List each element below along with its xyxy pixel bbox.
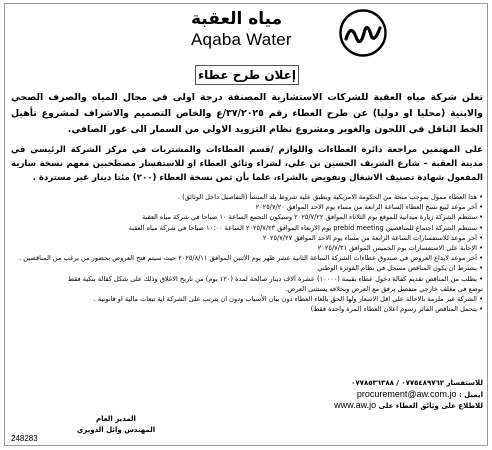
- list-item: توضع في مغلف خارجي منفصل يرفق مع العرض وبخلافه يستثنى العرض.: [285, 284, 483, 293]
- logo-text: [191, 9, 329, 51]
- signatory-role: المدير العام: [96, 415, 136, 423]
- details-paragraph: على المهتمين مراجعة دائرة العطاءات واللوازم /قسم العطاءات والمشتريات في مركز الشركة الرئيسي في مدينة العقبة – شارع الشريف الحسين بن علي، لشراء وثائق العطاء او للاستفسار مصطحبين معهم نسخة سارية المفعول شهادة تصنيف الاشغال وتفويض بالشراء، علما بأن ثمن نسخة العطاء (٢٠٠) مئتا دينار غير مستردة .: [11, 145, 483, 183]
- aw-wave-logo-icon: [339, 9, 387, 57]
- phone-numbers: ٠٧٧٥٤٨٩٧٦٢ / ٠٧٧٨٥٣٦٣٨٨: [351, 379, 445, 387]
- signature-block: [61, 414, 171, 436]
- list-item: • آخر موعد لبيع نسخ العطاء الساعة الرابعة من مساء يوم الاحد الموافق ٢٠٢٥/٧/٢٠: [255, 203, 483, 212]
- list-item: • الإجابة على الاستفسارات يوم الخميس الموافق ٢٠٢٥/٧/٣١: [317, 244, 483, 253]
- website-line: للاطلاع على وثائق العطاء على www.aw.jo: [334, 400, 483, 410]
- signatory-name: المهندس وائل الدويري: [76, 426, 156, 434]
- intro-paragraph: تعلن شركة مياه العقبة للشركات الاستشارية المصنفة درجة اولى في مجال المياه والصرف الصحي والابنية (محليا او دوليا) عن طرح العطاء رقم ٣٧/٢٠٢٥/ع والخاص التصميم والاشراف لمشروع تأهيل الخط الناقل في اللجون والغوير ومشروع نظام التزويد الاولي من السمار الى غور الصافي.: [11, 92, 483, 135]
- tender-advertisement: [4, 3, 488, 446]
- list-item: • يطلب من المناقص تقديم كفالة دخول عطاء بقيمة (١٠٠٠٠) عشرة آلاف دينار صالحة لمدة (١٢٠ يوم) من تاريخ الاغلاق وذلك على شكل كفالة بنكية فقط: [67, 274, 483, 283]
- list-item: • يشترط ان يكون المناقص مسجل في نظام الفوترة الوطني: [317, 264, 483, 273]
- ad-reference-number: 248283: [11, 434, 38, 443]
- list-item: • ستنظم الشركة زيارة ميدانية للموقع يوم الثلاثاء الموافق ٢٠٢٥/٧/٢٢ وسيكون التجمع الساعة ١٠ صباحا في شركة مياه العقبة: [141, 213, 483, 222]
- list-item: • الشركة غير ملزمة بالاحالة على اقل الاسعار ولها الحق بالغاء العطاء دون بيان الأسباب ودون ان يترتب على الشركة اية تبعات مالية او قانونية .: [93, 295, 483, 304]
- list-item: • هذا العطاء ممول بموجب منحة من الحكومة الامريكية ويطبق عليه شروط بلد المنشأ (التفاصيل داخل الوثائق) .: [177, 193, 483, 201]
- list-item: • ستنظم الشركة اجتماع للمناقصين prebid meeting يوم الاربعاء الموافق ٢٠٢٥/٧/٢٣ الساعة ١٠:٠٠ صباحا في شركة مياه العقبة: [128, 223, 483, 232]
- logo-english-name: Aqaba Water: [191, 30, 292, 49]
- contact-block: [287, 378, 483, 412]
- list-item: • آخر موعد لايداع العروض في صندوق عطاءات الشركة الساعة الثانية عشر ظهر يوم الاثنين الموافق ٢٠٢٥/٨/١١ حيث سيتم فتح العروض بحضور من يرغب من المناقصين .: [19, 254, 483, 263]
- website-link[interactable]: www.aw.jo: [334, 400, 377, 410]
- list-item: • يتحمل المناقص الفائز رسوم اعلان العطاء (لمرة واحدة فقط): [310, 305, 483, 314]
- conditions-list: [11, 192, 483, 314]
- email-link[interactable]: procurement@aw.com.jo: [356, 388, 457, 399]
- header: [5, 4, 488, 66]
- phone-line: للاستفسار ٠٧٧٥٤٨٩٧٦٢ / ٠٧٧٨٥٣٦٣٨٨: [351, 379, 483, 387]
- logo-arabic-name: مياه العقبة: [191, 9, 283, 29]
- list-item: • آخر موعد للاستفسارات الساعة الرابعة من مساء يوم الاحد الموافق ٢٠٢٥/٧/٢٧: [262, 233, 483, 242]
- email-line: ايميل : procurement@aw.com.jo: [356, 388, 483, 399]
- ad-title: إعلان طرح عطاء: [195, 65, 299, 85]
